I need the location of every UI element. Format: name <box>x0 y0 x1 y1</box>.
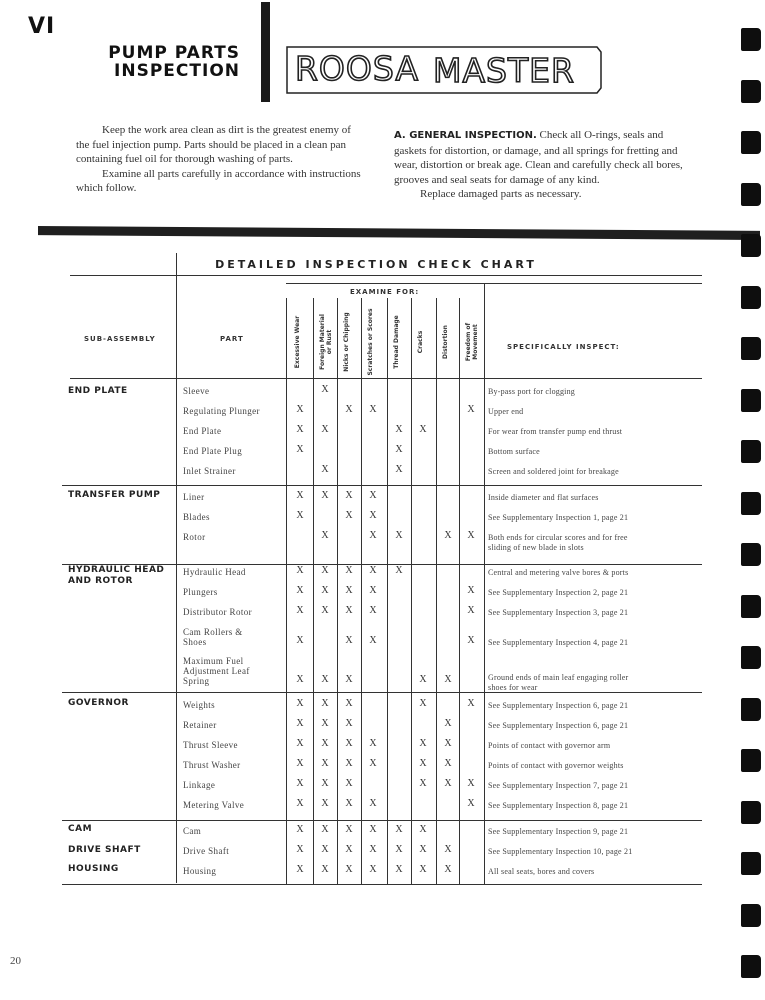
inspection-note: See Supplementary Inspection 6, page 21 <box>488 721 629 730</box>
part-name: Distributor Rotor <box>183 607 253 617</box>
check-mark: X <box>345 674 353 685</box>
part-name: Blades <box>183 512 210 522</box>
binder-ring <box>741 440 761 463</box>
check-mark: X <box>444 778 452 789</box>
check-mark: X <box>345 585 353 596</box>
inspection-note: See Supplementary Inspection 10, page 21 <box>488 847 633 856</box>
check-mark: X <box>345 605 353 616</box>
check-mark: X <box>345 844 353 855</box>
part-name: Linkage <box>183 780 216 790</box>
inspection-note: Bottom surface <box>488 447 540 456</box>
check-mark: X <box>296 404 304 415</box>
header-examine-column: Nicks or Chipping <box>343 312 350 372</box>
inspection-note: Inside diameter and flat surfaces <box>488 493 599 502</box>
check-mark: X <box>369 824 377 835</box>
header-bottom-rule <box>70 378 702 379</box>
binder-ring <box>741 337 761 360</box>
check-mark: X <box>369 605 377 616</box>
check-mark: X <box>321 798 329 809</box>
check-mark: X <box>444 530 452 541</box>
check-mark: X <box>369 864 377 875</box>
part-name: Housing <box>183 866 217 876</box>
check-mark: X <box>345 718 353 729</box>
sub-assembly-label: GOVERNOR <box>68 698 129 708</box>
check-mark: X <box>467 605 475 616</box>
inspection-note: Screen and soldered joint for breakage <box>488 467 619 476</box>
binder-ring <box>741 595 761 618</box>
check-mark: X <box>419 738 427 749</box>
part-name: Inlet Strainer <box>183 466 236 476</box>
sub-assembly-label: TRANSFER PUMP <box>68 490 161 500</box>
check-mark: X <box>467 530 475 541</box>
inspection-note: See Supplementary Inspection 2, page 21 <box>488 588 629 597</box>
check-mark: X <box>321 464 329 475</box>
check-mark: X <box>369 758 377 769</box>
check-mark: X <box>296 674 304 685</box>
brand-master: MASTER <box>433 51 575 90</box>
inspection-note: See Supplementary Inspection 8, page 21 <box>488 801 629 810</box>
check-mark: X <box>321 824 329 835</box>
header-examine-column: Cracks <box>417 330 424 354</box>
check-mark: X <box>369 585 377 596</box>
section-number: VI <box>28 14 56 39</box>
check-mark: X <box>345 698 353 709</box>
general-inspection-text: Check all O-rings, seals and gaskets for distortion, or damage, and all springs for fretting and wear, distortion or break age. Clean and carefully check all bores, grooves and seal seats for damage of any kind. <box>394 129 683 186</box>
check-mark: X <box>395 824 403 835</box>
check-mark: X <box>321 674 329 685</box>
check-mark: X <box>419 778 427 789</box>
header-examine-column: Distortion <box>442 325 449 359</box>
check-mark: X <box>321 844 329 855</box>
check-mark: X <box>321 585 329 596</box>
check-mark: X <box>296 758 304 769</box>
check-mark: X <box>419 424 427 435</box>
inspection-note: All seal seats, bores and covers <box>488 867 595 876</box>
check-mark: X <box>395 444 403 455</box>
binder-ring <box>741 492 761 515</box>
check-mark: X <box>369 490 377 501</box>
binder-ring <box>741 389 761 412</box>
check-mark: X <box>444 674 452 685</box>
chart-title: DETAILED INSPECTION CHECK CHART <box>215 258 537 271</box>
check-mark: X <box>395 844 403 855</box>
part-name: End Plate <box>183 426 222 436</box>
inspection-note: See Supplementary Inspection 3, page 21 <box>488 608 629 617</box>
check-mark: X <box>369 798 377 809</box>
check-mark: X <box>345 490 353 501</box>
part-name: Thrust Sleeve <box>183 740 238 750</box>
header-part: PART <box>220 335 244 343</box>
general-inspection-note: Replace damaged parts as necessary. <box>420 188 582 200</box>
inspection-note: See Supplementary Inspection 1, page 21 <box>488 513 629 522</box>
check-mark: X <box>419 758 427 769</box>
part-name: Drive Shaft <box>183 846 230 856</box>
part-name: Weights <box>183 700 216 710</box>
check-mark: X <box>296 798 304 809</box>
inspection-note: For wear from transfer pump end thrust <box>488 427 623 436</box>
binder-ring <box>741 543 761 566</box>
check-mark: X <box>467 798 475 809</box>
check-mark: X <box>395 424 403 435</box>
check-mark: X <box>444 844 452 855</box>
examine-right-rule <box>484 283 485 884</box>
header-examine-column: Excessive Wear <box>294 315 301 369</box>
check-mark: X <box>321 384 329 395</box>
inspection-note: Ground ends of main leaf engaging roller shoes for wear <box>488 673 629 692</box>
check-mark: X <box>321 778 329 789</box>
inspection-note: Upper end <box>488 407 524 416</box>
group-divider-rule <box>62 820 702 821</box>
binder-ring <box>741 955 761 978</box>
binder-ring <box>741 183 761 206</box>
check-mark: X <box>345 565 353 576</box>
examine-column-rule <box>436 298 437 884</box>
check-mark: X <box>345 738 353 749</box>
check-mark: X <box>296 738 304 749</box>
sub-assembly-label: HOUSING <box>68 864 119 874</box>
inspection-note: See Supplementary Inspection 6, page 21 <box>488 701 629 710</box>
check-mark: X <box>419 698 427 709</box>
sub-assembly-label: END PLATE <box>68 386 128 396</box>
check-mark: X <box>345 864 353 875</box>
inspection-note: Points of contact with governor weights <box>488 761 624 770</box>
check-mark: X <box>296 585 304 596</box>
page-number: 20 <box>10 955 21 967</box>
check-mark: X <box>395 464 403 475</box>
binder-ring <box>741 80 761 103</box>
binder-ring <box>741 904 761 927</box>
part-name: Cam <box>183 826 202 836</box>
header-specifically-inspect: SPECIFICALLY INSPECT: <box>507 343 620 351</box>
examine-for-rule <box>286 283 702 284</box>
section-rule <box>38 226 760 240</box>
binder-ring <box>741 28 761 51</box>
inspection-note: Points of contact with governor arm <box>488 741 611 750</box>
part-name: Metering Valve <box>183 800 245 810</box>
check-mark: X <box>321 605 329 616</box>
check-mark: X <box>444 718 452 729</box>
check-mark: X <box>296 565 304 576</box>
check-mark: X <box>444 758 452 769</box>
check-mark: X <box>321 864 329 875</box>
intro-right-column <box>394 128 684 202</box>
inspection-note: Central and metering valve bores & ports <box>488 568 629 577</box>
check-mark: X <box>369 844 377 855</box>
inspection-note: Both ends for circular scores and for free sliding of new blade in slots <box>488 533 628 552</box>
check-mark: X <box>369 510 377 521</box>
check-mark: X <box>296 490 304 501</box>
intro-left-column <box>76 123 366 196</box>
check-mark: X <box>296 844 304 855</box>
check-mark: X <box>321 698 329 709</box>
check-mark: X <box>369 404 377 415</box>
check-mark: X <box>296 718 304 729</box>
check-mark: X <box>467 585 475 596</box>
check-mark: X <box>296 635 304 646</box>
check-mark: X <box>321 424 329 435</box>
inspection-note: See Supplementary Inspection 4, page 21 <box>488 638 629 647</box>
header-sub-assembly: SUB-ASSEMBLY <box>84 335 156 343</box>
binder-ring <box>741 131 761 154</box>
sub-assembly-label: HYDRAULIC HEAD AND ROTOR <box>68 565 165 586</box>
group-divider-rule <box>62 485 702 486</box>
check-mark: X <box>345 635 353 646</box>
check-mark: X <box>296 864 304 875</box>
check-mark: X <box>444 738 452 749</box>
part-name: Rotor <box>183 532 206 542</box>
check-mark: X <box>369 565 377 576</box>
part-name: Plungers <box>183 587 218 597</box>
binder-ring <box>741 646 761 669</box>
binder-ring <box>741 852 761 875</box>
inspection-note: See Supplementary Inspection 7, page 21 <box>488 781 629 790</box>
header-examine-column: Thread Damage <box>393 315 400 369</box>
check-mark: X <box>467 778 475 789</box>
section-title: PUMP PARTS INSPECTION <box>108 43 240 81</box>
intro-paragraph: Examine all parts carefully in accordance with instructions which follow. <box>76 167 361 194</box>
check-mark: X <box>296 424 304 435</box>
binder-ring <box>741 698 761 721</box>
roosamaster-logo <box>283 44 603 96</box>
check-mark: X <box>369 635 377 646</box>
check-mark: X <box>345 758 353 769</box>
check-mark: X <box>321 758 329 769</box>
inspection-note: By-pass port for clogging <box>488 387 575 396</box>
check-mark: X <box>296 605 304 616</box>
intro-paragraph: Keep the work area clean as dirt is the greatest enemy of the fuel injection pump. Parts should be placed in a clean pan containing fuel oil for thorough washing of parts. <box>76 124 351 165</box>
examine-column-rule <box>411 298 412 884</box>
part-name: Maximum Fuel Adjustment Leaf Spring <box>183 656 250 686</box>
header-examine-column: Freedom of Movement <box>465 322 479 362</box>
binder-ring <box>741 234 761 257</box>
part-name: Retainer <box>183 720 217 730</box>
check-mark: X <box>395 864 403 875</box>
check-mark: X <box>321 718 329 729</box>
sub-assembly-label: DRIVE SHAFT <box>68 845 141 855</box>
binder-ring <box>741 749 761 772</box>
check-mark: X <box>419 824 427 835</box>
check-mark: X <box>369 530 377 541</box>
binder-ring <box>741 801 761 824</box>
check-mark: X <box>296 824 304 835</box>
check-mark: X <box>419 844 427 855</box>
check-mark: X <box>419 674 427 685</box>
part-name: Liner <box>183 492 205 502</box>
part-name: Thrust Washer <box>183 760 241 770</box>
check-mark: X <box>321 490 329 501</box>
check-mark: X <box>345 404 353 415</box>
check-mark: X <box>296 444 304 455</box>
sub-assembly-label: CAM <box>68 824 93 834</box>
check-mark: X <box>321 565 329 576</box>
header-examine-column: Foreign Material or Rust <box>319 314 333 370</box>
header-examine-for: EXAMINE FOR: <box>350 288 420 296</box>
check-mark: X <box>395 565 403 576</box>
chart-bottom-rule <box>62 884 702 885</box>
header-examine-column: Scratches or Scores <box>367 308 374 376</box>
check-mark: X <box>321 738 329 749</box>
check-mark: X <box>419 864 427 875</box>
part-name: End Plate Plug <box>183 446 243 456</box>
examine-column-rule <box>387 298 388 884</box>
check-mark: X <box>345 510 353 521</box>
check-mark: X <box>467 698 475 709</box>
inspection-note: See Supplementary Inspection 9, page 21 <box>488 827 629 836</box>
check-mark: X <box>345 824 353 835</box>
check-mark: X <box>345 778 353 789</box>
part-name: Sleeve <box>183 386 210 396</box>
part-name: Hydraulic Head <box>183 567 246 577</box>
check-mark: X <box>321 530 329 541</box>
title-divider-bar <box>261 2 270 102</box>
binder-ring <box>741 286 761 309</box>
brand-roosa: ROOSA <box>295 49 420 88</box>
check-mark: X <box>369 738 377 749</box>
check-mark: X <box>444 864 452 875</box>
check-mark: X <box>296 698 304 709</box>
check-mark: X <box>395 530 403 541</box>
check-mark: X <box>467 404 475 415</box>
check-mark: X <box>345 798 353 809</box>
part-column-rule <box>176 253 177 883</box>
check-mark: X <box>296 510 304 521</box>
chart-top-rule <box>70 275 702 276</box>
part-name: Regulating Plunger <box>183 406 260 416</box>
part-name: Cam Rollers & Shoes <box>183 627 243 647</box>
check-mark: X <box>467 635 475 646</box>
general-inspection-heading: A. GENERAL INSPECTION. <box>394 130 537 141</box>
check-mark: X <box>296 778 304 789</box>
